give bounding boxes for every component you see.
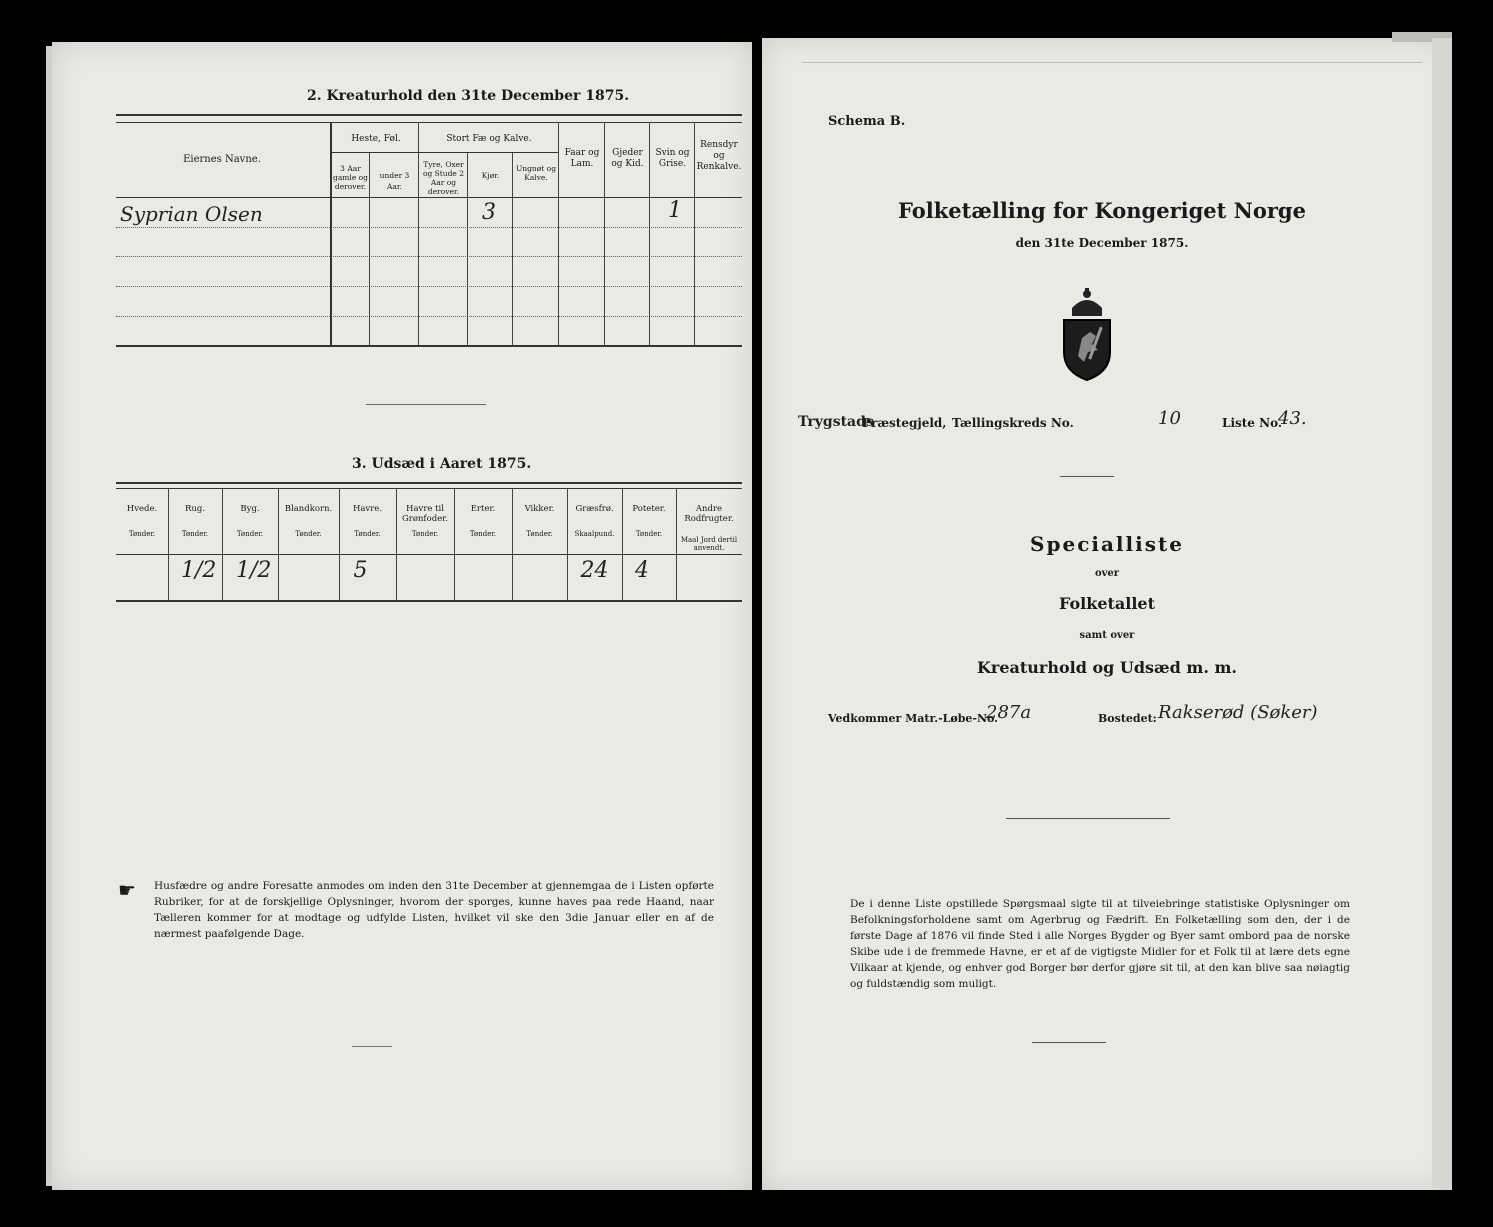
table-divider bbox=[512, 488, 513, 601]
folketallet-title: Folketallet bbox=[1059, 594, 1155, 613]
col-gjeder: Gjeder og Kid. bbox=[611, 148, 644, 169]
divider bbox=[352, 1046, 392, 1047]
udsaed-value: 4 bbox=[635, 558, 649, 583]
bosted-label: Bostedet: bbox=[1098, 712, 1157, 725]
udsaed-col-header: Byg. bbox=[240, 504, 260, 514]
udsaed-col-header: Havre. bbox=[352, 504, 383, 514]
col-faar: Faar og Lam. bbox=[564, 148, 600, 169]
bleed-line bbox=[802, 62, 1422, 63]
udsaed-col-unit: Tønder. bbox=[526, 530, 553, 538]
udsaed-col-header: Havre til Grønfoder. bbox=[401, 504, 448, 524]
table-divider bbox=[622, 488, 623, 601]
owner-name: Syprian Olsen bbox=[120, 202, 263, 226]
udsaed-value: 1/2 bbox=[236, 558, 272, 583]
divider bbox=[1006, 818, 1170, 819]
specialliste-title: Specialliste bbox=[1030, 532, 1184, 556]
kreaturhold-title: Kreaturhold og Udsæd m. m. bbox=[977, 658, 1237, 677]
left-page bbox=[52, 42, 752, 1190]
table-rule bbox=[116, 488, 742, 489]
table-rule bbox=[116, 114, 742, 116]
table-divider bbox=[339, 488, 340, 601]
table-rule bbox=[116, 554, 742, 555]
prestegjeld-value: Trygstads bbox=[798, 414, 874, 430]
col-ungnot: Ungnøt og Kalve. bbox=[515, 164, 556, 182]
section3-title: 3. Udsæd i Aaret 1875. bbox=[352, 456, 532, 472]
table-divider bbox=[222, 488, 223, 601]
table-divider bbox=[330, 122, 332, 346]
liste-value: 43. bbox=[1278, 408, 1307, 429]
table-divider bbox=[396, 488, 397, 601]
udsaed-col-unit: Maal Jord dertil anvendt. bbox=[680, 536, 738, 552]
col-svin: Svin og Grise. bbox=[655, 148, 690, 169]
col-heste-a: 3 Aar gamle og derover. bbox=[333, 164, 368, 191]
table-rule bbox=[116, 482, 742, 484]
kreds-label: Tællingskreds No. bbox=[952, 416, 1074, 430]
svin-count: 1 bbox=[668, 198, 682, 223]
divider bbox=[366, 404, 486, 405]
udsaed-col-unit: Tønder. bbox=[128, 530, 156, 538]
udsaed-col-unit: Tønder. bbox=[181, 530, 209, 538]
table-rule bbox=[116, 600, 742, 602]
col-heste: Heste, Føl. bbox=[351, 134, 401, 144]
udsaed-value: 24 bbox=[580, 558, 609, 583]
col-tyre: Tyre, Oxer og Stude 2 Aar og derover. bbox=[422, 160, 465, 196]
divider bbox=[1032, 1042, 1106, 1043]
udsaed-col-unit: Tønder. bbox=[411, 530, 439, 538]
table-divider bbox=[454, 488, 455, 601]
info-note: De i denne Liste opstillede Spørgsmaal sigte til at tilveiebringe statistiske Oplysninger om Befolkningsforholdene samt om Agerbrug og Fædrift. En Folketælling som den, der i de første Dage af 1876 vil finde Sted i alle Norges Bygder og Byer samt ombord paa de norske Skibe ude i de fremmede Havne, er et af de vigtigste Midler for et Folk til at lære dets egne Vilkaar at kjende, og enhver god Borger bør derfor gjøre sit til, at den kan blive saa nøiagtig og fuldstændig som muligt. bbox=[850, 898, 1350, 990]
matr-value: 287a bbox=[986, 702, 1032, 723]
col-kjoer: Kjør. bbox=[481, 171, 500, 180]
kjoer-count: 3 bbox=[482, 200, 496, 225]
schema-label: Schema B. bbox=[828, 114, 906, 129]
udsaed-col-unit: Tønder. bbox=[295, 530, 322, 538]
udsaed-col-header: Poteter. bbox=[632, 504, 666, 514]
section2-title: 2. Kreaturhold den 31te December 1875. bbox=[307, 88, 630, 104]
udsaed-col-header: Vikker. bbox=[524, 504, 555, 514]
liste-label: Liste No. bbox=[1222, 416, 1283, 430]
udsaed-col-header: Hvede. bbox=[126, 504, 158, 514]
census-date: den 31te December 1875. bbox=[1015, 236, 1189, 250]
page-edge bbox=[46, 46, 52, 1186]
matr-label: Vedkommer Matr.-Løbe-No. bbox=[828, 712, 998, 725]
udsaed-col-unit: Tønder. bbox=[469, 530, 497, 538]
col-stort: Stort Fæ og Kalve. bbox=[446, 134, 532, 144]
udsaed-col-header: Andre Rodfrugter. bbox=[684, 504, 734, 524]
footnote: Husfædre og andre Foresatte anmodes om inden den 31te December at gjennemgaa de i Listen opførte Rubriker, for at de forskjellige Oplysninger, hvorom der sporges, kunne haves paa rede Haand, naar Tælleren kommer for at modtage og udfylde Listen, hvilket vil ske den 3die Januar eller en af de nærmest paafølgende Dage. bbox=[154, 880, 714, 940]
col-heste-b: under 3 Aar. bbox=[379, 171, 410, 191]
kreds-value: 10 bbox=[1158, 408, 1181, 429]
coat-of-arms-icon bbox=[1058, 286, 1116, 382]
bosted-value: Rakserød (Søker) bbox=[1158, 702, 1318, 723]
divider bbox=[1060, 476, 1114, 477]
udsaed-value: 5 bbox=[353, 558, 368, 583]
udsaed-value: 1/2 bbox=[181, 558, 217, 583]
table-divider bbox=[278, 488, 279, 601]
right-page bbox=[762, 38, 1452, 1190]
pointing-hand-icon: ☛ bbox=[118, 878, 136, 902]
udsaed-col-unit: Tønder. bbox=[236, 530, 264, 538]
udsaed-col-header: Blandkorn. bbox=[284, 504, 333, 514]
udsaed-col-unit: Tønder. bbox=[635, 530, 663, 538]
udsaed-col-header: Græsfrø. bbox=[575, 504, 614, 514]
main-title: Folketælling for Kongeriget Norge bbox=[898, 198, 1306, 223]
table-divider bbox=[168, 488, 169, 601]
table-divider bbox=[676, 488, 677, 601]
udsaed-col-header: Erter. bbox=[470, 504, 496, 514]
samt-over-label: samt over bbox=[1079, 630, 1135, 641]
col-owner: Eiernes Navne. bbox=[183, 154, 261, 165]
prestegjeld-label: Præstegjeld, bbox=[862, 416, 947, 430]
table-divider bbox=[567, 488, 568, 601]
udsaed-col-header: Rug. bbox=[184, 504, 206, 514]
udsaed-col-unit: Skaalpund. bbox=[574, 530, 615, 538]
udsaed-col-unit: Tønder. bbox=[354, 530, 381, 538]
col-rensdyr: Rensdyr og Renkalve. bbox=[696, 140, 742, 172]
over-label: over bbox=[1094, 568, 1120, 579]
